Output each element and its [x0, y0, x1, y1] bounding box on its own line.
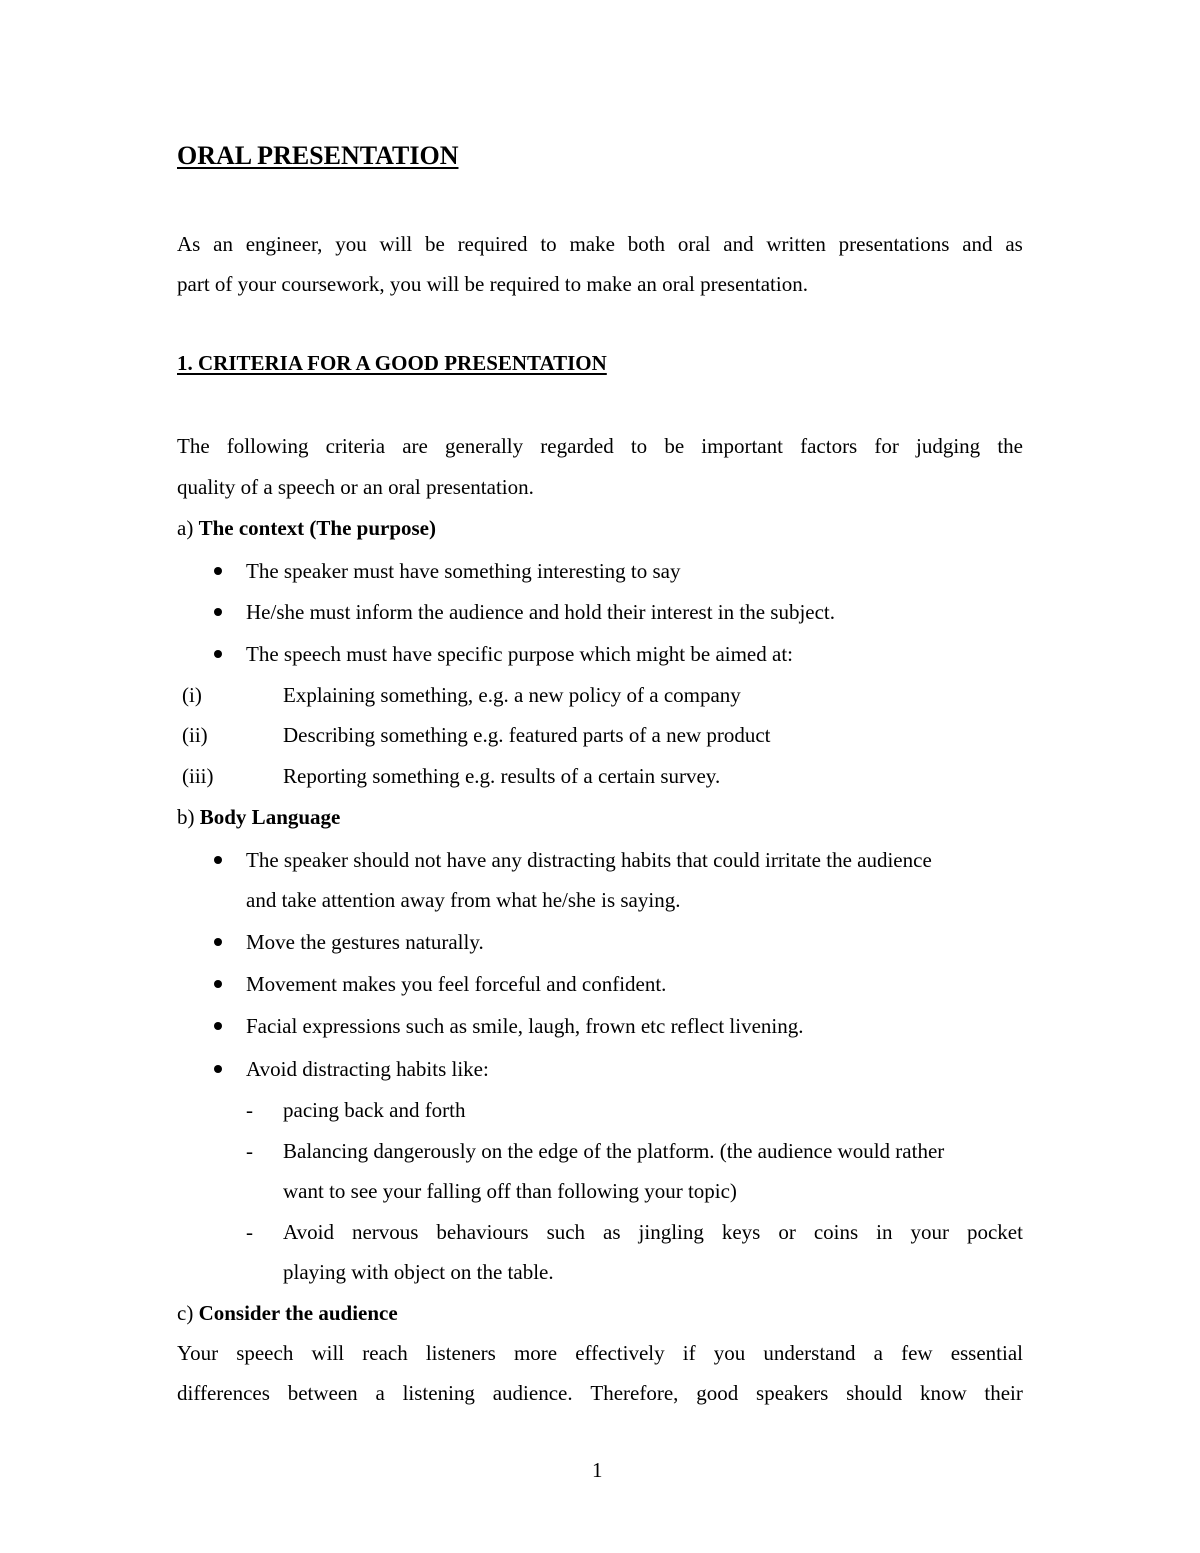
- word: make: [569, 232, 615, 256]
- subsection-a-prefix: a): [177, 516, 194, 540]
- word: oral: [677, 232, 711, 256]
- word: will: [311, 1341, 345, 1365]
- dash-item: [283, 1219, 1023, 1245]
- list-item: He/she must inform the audience and hold their interest in the subject.: [246, 600, 836, 624]
- word: jingling: [638, 1220, 704, 1244]
- word: Your: [177, 1341, 219, 1365]
- bullet-icon: [214, 938, 222, 946]
- word: and: [723, 232, 754, 256]
- dash-item: Balancing dangerously on the edge of the platform. (the audience would rather: [283, 1139, 945, 1163]
- word: will: [379, 232, 413, 256]
- word: be: [424, 232, 445, 256]
- word: your: [910, 1220, 949, 1244]
- word: judging: [916, 434, 981, 458]
- subsection-a-title: The context (The purpose): [198, 516, 436, 540]
- word: factors: [800, 434, 858, 458]
- page-title: ORAL PRESENTATION: [177, 141, 459, 170]
- word: speech: [236, 1341, 294, 1365]
- criteria-para-line-1: [177, 433, 1023, 459]
- word: listening: [402, 1381, 475, 1405]
- word: following: [226, 434, 309, 458]
- list-item: The speech must have specific purpose which might be aimed at:: [246, 642, 793, 666]
- subsection-c-heading: [177, 1300, 398, 1326]
- word: pocket: [966, 1220, 1023, 1244]
- dash-item-continuation: want to see your falling off than following your topic): [283, 1179, 737, 1203]
- audience-para-line-2: [177, 1380, 1023, 1406]
- subsection-b-heading: [177, 804, 340, 830]
- word: know: [919, 1381, 967, 1405]
- word: understand: [763, 1341, 856, 1365]
- word: Therefore,: [590, 1381, 679, 1405]
- list-item: Move the gestures naturally.: [246, 930, 484, 954]
- list-item: The speaker should not have any distracting habits that could irritate the audience: [246, 848, 932, 872]
- bullet-icon: [214, 608, 222, 616]
- word: keys: [721, 1220, 761, 1244]
- numbered-item: Reporting something e.g. results of a certain survey.: [283, 764, 721, 788]
- list-item: The speaker must have something interesting to say: [246, 559, 681, 583]
- word: between: [287, 1381, 358, 1405]
- word: few: [901, 1341, 933, 1365]
- word: be: [664, 434, 685, 458]
- subsection-b-title: Body Language: [199, 805, 341, 829]
- subsection-a-heading: [177, 515, 436, 541]
- list-item: Avoid distracting habits like:: [246, 1057, 489, 1081]
- dash-icon: -: [246, 1220, 253, 1244]
- page-number: 1: [592, 1458, 603, 1482]
- word: required: [457, 232, 528, 256]
- audience-para-line-1: [177, 1340, 1023, 1366]
- intro-line-1: [177, 231, 1023, 257]
- word: The: [177, 434, 210, 458]
- bullet-icon: [214, 567, 222, 575]
- word: a: [375, 1381, 385, 1405]
- bullet-icon: [214, 980, 222, 988]
- word: behaviours: [436, 1220, 529, 1244]
- word: Avoid: [283, 1220, 334, 1244]
- word: regarded: [540, 434, 614, 458]
- word: if: [682, 1341, 696, 1365]
- word: coins: [813, 1220, 859, 1244]
- word: written: [766, 232, 826, 256]
- word: engineer,: [245, 232, 323, 256]
- word: are: [402, 434, 428, 458]
- word: you: [335, 232, 367, 256]
- word: a: [873, 1341, 883, 1365]
- list-item: Facial expressions such as smile, laugh, frown etc reflect livening.: [246, 1014, 804, 1038]
- word: their: [984, 1381, 1023, 1405]
- numbered-marker: (iii): [182, 764, 214, 788]
- list-item-continuation: and take attention away from what he/she is saying.: [246, 888, 681, 912]
- word: good: [696, 1381, 739, 1405]
- subsection-c-title: Consider the audience: [198, 1301, 398, 1325]
- word: more: [513, 1341, 558, 1365]
- word: both: [627, 232, 666, 256]
- word: you: [713, 1341, 746, 1365]
- word: As: [177, 232, 201, 256]
- word: presentations: [838, 232, 950, 256]
- word: should: [846, 1381, 903, 1405]
- dash-item: pacing back and forth: [283, 1098, 466, 1122]
- dash-icon: -: [246, 1139, 253, 1163]
- word: criteria: [325, 434, 386, 458]
- word: listeners: [425, 1341, 496, 1365]
- word: such: [546, 1220, 586, 1244]
- word: audience.: [492, 1381, 573, 1405]
- intro-line-2: part of your coursework, you will be required to make an oral presentation.: [177, 272, 808, 296]
- word: generally: [444, 434, 524, 458]
- bullet-icon: [214, 1065, 222, 1073]
- word: essential: [950, 1341, 1023, 1365]
- word: an: [213, 232, 233, 256]
- bullet-icon: [214, 856, 222, 864]
- word: speakers: [756, 1381, 829, 1405]
- subsection-c-prefix: c): [177, 1301, 194, 1325]
- word: for: [874, 434, 899, 458]
- numbered-marker: (ii): [182, 723, 208, 747]
- word: to: [540, 232, 557, 256]
- numbered-marker: (i): [182, 683, 202, 707]
- word: nervous: [351, 1220, 419, 1244]
- numbered-item: Describing something e.g. featured parts of a new product: [283, 723, 771, 747]
- word: or: [778, 1220, 796, 1244]
- word: differences: [177, 1381, 270, 1405]
- word: and: [962, 232, 993, 256]
- numbered-item: Explaining something, e.g. a new policy of a company: [283, 683, 741, 707]
- word: as: [603, 1220, 621, 1244]
- bullet-icon: [214, 650, 222, 658]
- dash-icon: -: [246, 1098, 253, 1122]
- subsection-b-prefix: b): [177, 805, 195, 829]
- criteria-para-line-2: quality of a speech or an oral presentation.: [177, 475, 534, 499]
- section-1-title: 1. CRITERIA FOR A GOOD PRESENTATION: [177, 351, 607, 375]
- dash-item-continuation: playing with object on the table.: [283, 1260, 554, 1284]
- word: effectively: [575, 1341, 665, 1365]
- word: in: [876, 1220, 893, 1244]
- word: as: [1005, 232, 1023, 256]
- word: to: [630, 434, 648, 458]
- list-item: Movement makes you feel forceful and confident.: [246, 972, 667, 996]
- word: important: [701, 434, 783, 458]
- bullet-icon: [214, 1022, 222, 1030]
- word: the: [997, 434, 1023, 458]
- word: reach: [362, 1341, 408, 1365]
